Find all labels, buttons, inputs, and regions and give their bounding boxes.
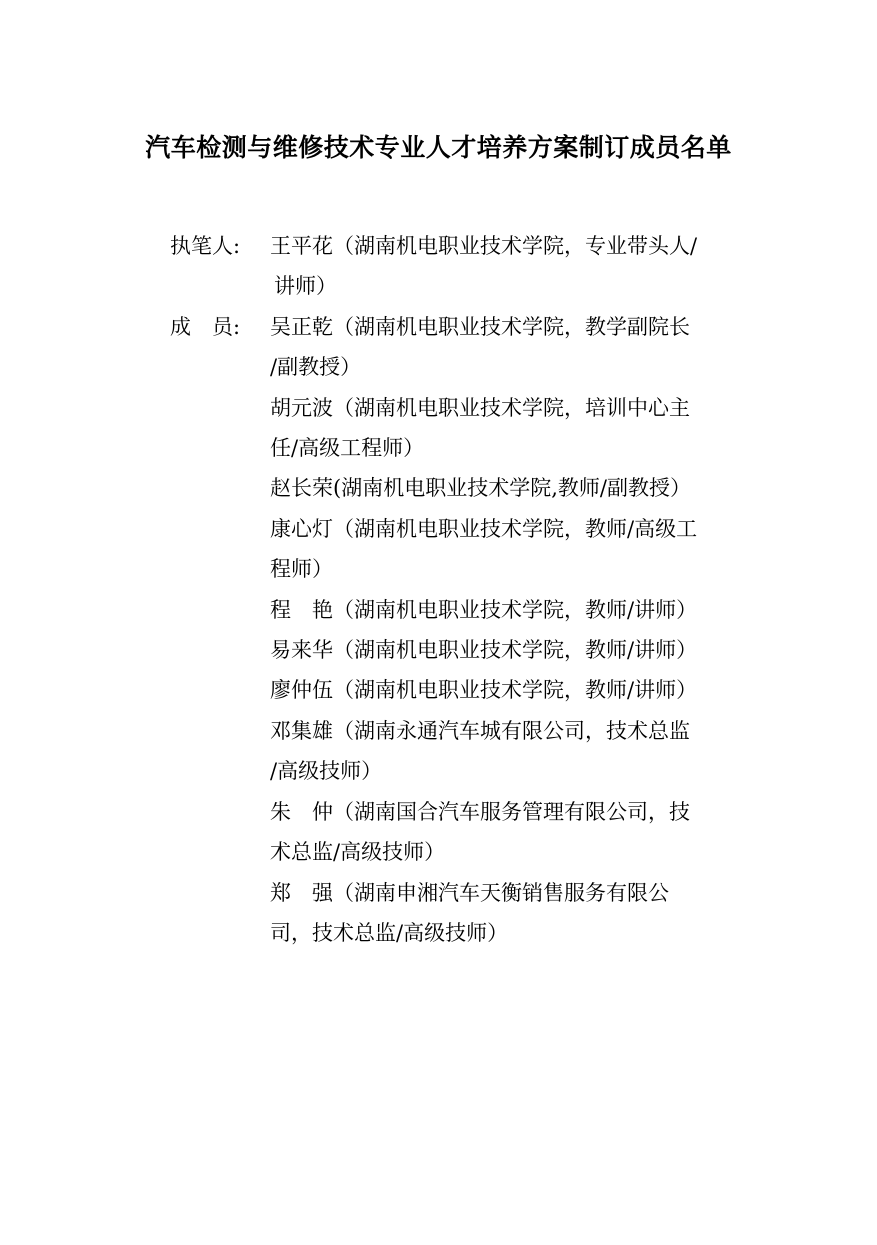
member-line: 程 艳（湖南机电职业技术学院，教师/讲师）	[270, 597, 698, 622]
member-entry	[170, 630, 760, 670]
member-entry	[170, 388, 760, 469]
member-line: 胡元波（湖南机电职业技术学院，培训中心主	[270, 395, 690, 420]
member-line: 廖仲伍（湖南机电职业技术学院，教师/讲师）	[270, 678, 698, 703]
member-line: 术总监/高级技师）	[270, 840, 446, 865]
author-entry	[170, 226, 760, 307]
member-line: /高级技师）	[270, 759, 383, 784]
author-line: 王平花（湖南机电职业技术学院，专业带头人/	[270, 234, 698, 258]
member-entry	[170, 792, 760, 873]
members-role-label: 成 员:	[170, 314, 241, 339]
member-line: 赵长荣(湖南机电职业技术学院,教师/副教授）	[270, 476, 691, 501]
member-line: 程师）	[270, 557, 333, 582]
member-entry	[170, 873, 760, 954]
author-line: 讲师）	[274, 274, 337, 299]
member-line: 邓集雄（湖南永通汽车城有限公司，技术总监	[270, 718, 690, 743]
member-line: 康心灯（湖南机电职业技术学院，教师/高级工	[270, 516, 698, 541]
member-entry	[170, 307, 760, 388]
document-title: 汽车检测与维修技术专业人才培养方案制订成员名单	[145, 133, 732, 162]
member-line: 司，技术总监/高级技师）	[270, 920, 509, 945]
member-line: /副教授）	[270, 355, 362, 380]
member-entry	[170, 670, 760, 710]
member-entry	[170, 711, 760, 792]
member-line: 易来华（湖南机电职业技术学院，教师/讲师）	[270, 638, 698, 663]
author-role-label: 执笔人:	[170, 234, 241, 258]
member-entry	[170, 590, 760, 630]
member-roster	[170, 226, 760, 953]
member-line: 朱 仲（湖南国合汽车服务管理有限公司，技	[270, 799, 690, 824]
member-entry	[170, 468, 760, 508]
member-line: 郑 强（湖南申湘汽车天衡销售服务有限公	[270, 880, 669, 905]
member-entry	[170, 509, 760, 590]
member-line: 吴正乾（湖南机电职业技术学院，教学副院长	[270, 314, 690, 339]
member-line: 任/高级工程师）	[270, 436, 425, 461]
